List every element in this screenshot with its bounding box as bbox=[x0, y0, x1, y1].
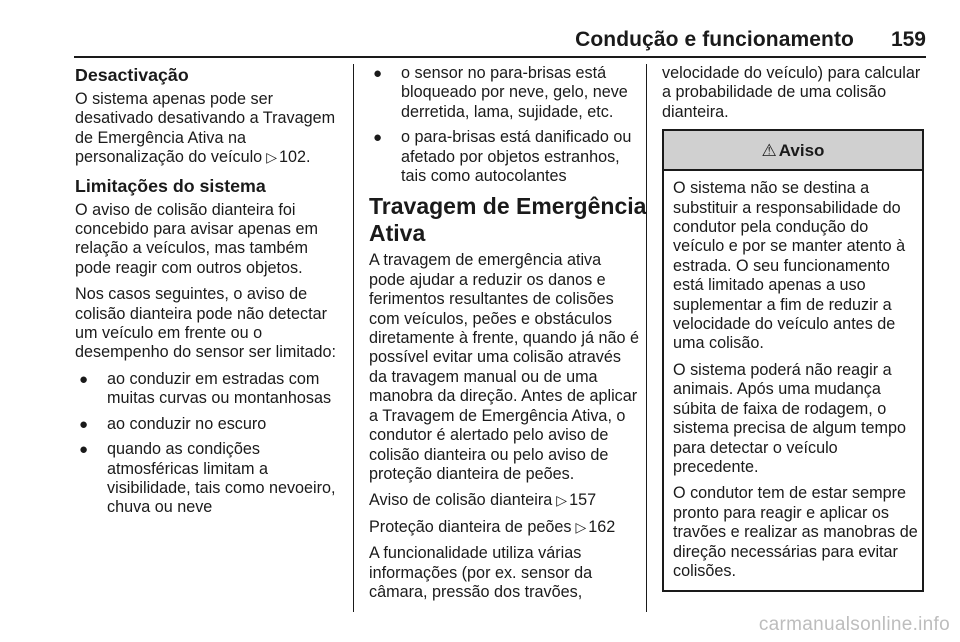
text-line: da travagem manual ou de uma bbox=[369, 367, 598, 386]
watermark: carmanualsonline.info bbox=[758, 614, 950, 635]
text-line: ao conduzir no escuro bbox=[107, 414, 267, 433]
text-line: de Emergência Ativa na bbox=[75, 128, 246, 147]
text-line: diretamente à frente, quando já não é bbox=[369, 329, 639, 348]
section-heading-emergency-braking bbox=[369, 193, 647, 247]
heading-line: Ativa bbox=[369, 220, 426, 247]
ref-text: Proteção dianteira de peões bbox=[369, 517, 572, 536]
paragraph bbox=[662, 64, 924, 122]
text-line: o para-brisas está danificado ou bbox=[401, 128, 632, 147]
list-item bbox=[75, 415, 341, 434]
text-line: derretida, lama, sujidade, etc. bbox=[401, 102, 614, 121]
paragraph bbox=[673, 484, 918, 581]
cross-reference bbox=[369, 518, 635, 537]
page-header bbox=[74, 26, 926, 58]
bullet-icon: ● bbox=[373, 65, 383, 82]
page-title: Condução e funcionamento bbox=[575, 28, 854, 51]
text-line: A funcionalidade utiliza várias bbox=[369, 544, 582, 563]
text-line: Nos casos seguintes, o aviso de bbox=[75, 285, 308, 304]
text-line: direção necessárias para evitar bbox=[673, 542, 898, 561]
text-line: O sistema não se destina a bbox=[673, 179, 870, 198]
text-line: muitas curvas ou montanhosas bbox=[107, 389, 332, 408]
text-line: colisões. bbox=[673, 561, 736, 580]
paragraph bbox=[75, 90, 341, 168]
text-line: estrada. O seu funcionamento bbox=[673, 256, 890, 275]
text-line: animais. Após uma mudança bbox=[673, 380, 881, 399]
page-number: 159 bbox=[890, 28, 926, 51]
text-line: velocidade do veículo) para calcular bbox=[662, 64, 921, 82]
list-item bbox=[75, 440, 341, 518]
warning-title: Aviso bbox=[778, 140, 825, 160]
bullet-icon: ● bbox=[79, 415, 89, 433]
text-line: afetado por objetos estranhos, bbox=[401, 147, 620, 166]
text-line: precedente. bbox=[673, 457, 759, 476]
text-line: atmosféricas limitam a bbox=[107, 459, 269, 478]
column-3 bbox=[662, 64, 924, 592]
text-line: chuva ou neve bbox=[107, 498, 213, 517]
text-line: suplementar a fim de reduzir a bbox=[673, 295, 892, 314]
column-2 bbox=[369, 64, 647, 609]
text-line: substituir a responsabilidade do bbox=[673, 198, 901, 217]
paragraph bbox=[673, 179, 914, 354]
text-line: quando as condições bbox=[107, 440, 260, 459]
warning-box bbox=[662, 129, 924, 592]
text-line: possível evitar uma colisão através bbox=[369, 348, 621, 367]
warning-header bbox=[664, 131, 922, 171]
text-line: sistema precisa de algum tempo bbox=[673, 419, 907, 438]
text-line: O condutor tem de estar sempre bbox=[673, 484, 907, 503]
text-line: bloqueado por neve, gelo, neve bbox=[401, 83, 628, 102]
text-line bbox=[75, 148, 341, 167]
text-line: com veículos, peões e obstáculos bbox=[369, 309, 612, 328]
list-item bbox=[369, 128, 635, 186]
ref-text: Aviso de colisão dianteira bbox=[369, 491, 553, 510]
paragraph bbox=[75, 201, 341, 279]
text-line: colisão dianteira pode não detectar bbox=[75, 304, 327, 323]
paragraph bbox=[75, 285, 341, 363]
text-line: um veículo em frente ou o bbox=[75, 324, 263, 343]
paragraph bbox=[369, 544, 635, 602]
text-line: desativado desativando a Travagem bbox=[75, 109, 336, 128]
text-line: a Travagem de Emergência Ativa, o bbox=[369, 406, 626, 425]
text-line: câmara, pressão dos travões, bbox=[369, 582, 583, 601]
page-ref-link[interactable]: 162 bbox=[588, 517, 616, 536]
text-line: pode reagir com outros objetos. bbox=[75, 258, 303, 277]
text-line: visibilidade, tais como nevoeiro, bbox=[107, 478, 336, 497]
text-line: concebido para avisar apenas em bbox=[75, 220, 318, 239]
text-line: está limitado apenas a uso bbox=[673, 276, 866, 295]
text-line: relação a veículos, mas também bbox=[75, 239, 309, 258]
text-line: proteção dianteira de peões. bbox=[369, 464, 575, 483]
text-line: para detectar o veículo bbox=[673, 438, 838, 457]
section-heading-limitations: Limitações do sistema bbox=[75, 175, 266, 196]
page-ref-link[interactable]: 102. bbox=[278, 148, 311, 167]
text-line: A travagem de emergência ativa bbox=[369, 251, 602, 270]
text-line: informações (por ex. sensor da bbox=[369, 563, 593, 582]
column-divider bbox=[646, 64, 647, 612]
text-line: pronto para reagir e aplicar os bbox=[673, 503, 889, 522]
bullet-list bbox=[75, 370, 341, 518]
cross-reference bbox=[369, 491, 635, 510]
warning-triangle-icon: ⚠ bbox=[761, 140, 777, 160]
text-line: O aviso de colisão dianteira foi bbox=[75, 200, 296, 219]
text-line: O sistema poderá não reagir a bbox=[673, 360, 892, 379]
text-line: súbita de faixa de rodagem, o bbox=[673, 399, 887, 418]
heading-line: Travagem de Emergência bbox=[369, 193, 647, 220]
text-line: condutor pela condução do bbox=[673, 218, 869, 237]
text-line: veículo e por se manter atento à bbox=[673, 237, 906, 256]
text-line: travões e realizar as manobras de bbox=[673, 523, 918, 542]
text-fragment: personalização do veículo bbox=[75, 148, 263, 167]
paragraph bbox=[673, 361, 914, 477]
text-line: o sensor no para-brisas está bbox=[401, 64, 607, 82]
text-line: colisão dianteira ou pelo aviso de bbox=[369, 445, 609, 464]
page-ref-arrow-icon: ▷ bbox=[556, 492, 568, 509]
page-ref-arrow-icon: ▷ bbox=[575, 518, 587, 535]
text-line: pode ajudar a reduzir os danos e bbox=[369, 270, 606, 289]
column-divider bbox=[353, 64, 354, 612]
text-line: desempenho do sensor ser limitado: bbox=[75, 343, 336, 362]
text-line: ferimentos resultantes de colisões bbox=[369, 290, 614, 309]
list-item bbox=[369, 64, 635, 122]
text-line: tais como autocolantes bbox=[401, 167, 567, 186]
text-line: manobra da direção. Antes de aplicar bbox=[369, 387, 638, 406]
list-item bbox=[75, 370, 341, 409]
text-line: ao conduzir em estradas com bbox=[107, 369, 320, 388]
bullet-list bbox=[369, 64, 635, 186]
paragraph bbox=[369, 251, 639, 484]
column-1 bbox=[75, 64, 341, 525]
text-line: a probabilidade de uma colisão bbox=[662, 83, 887, 102]
text-line: velocidade do veículo antes de bbox=[673, 315, 896, 334]
text-line: O sistema apenas pode ser bbox=[75, 90, 273, 108]
text-line: condutor é alertado pelo aviso de bbox=[369, 426, 609, 445]
text-line: dianteira. bbox=[662, 102, 729, 121]
page-ref-arrow-icon: ▷ bbox=[266, 149, 277, 166]
bullet-icon: ● bbox=[373, 129, 383, 147]
bullet-icon: ● bbox=[79, 370, 89, 388]
bullet-icon: ● bbox=[79, 441, 89, 459]
section-heading-deactivation: Desactivação bbox=[75, 65, 189, 85]
page-ref-link[interactable]: 157 bbox=[569, 491, 597, 510]
text-line: uma colisão. bbox=[673, 334, 764, 353]
warning-body bbox=[664, 171, 922, 590]
